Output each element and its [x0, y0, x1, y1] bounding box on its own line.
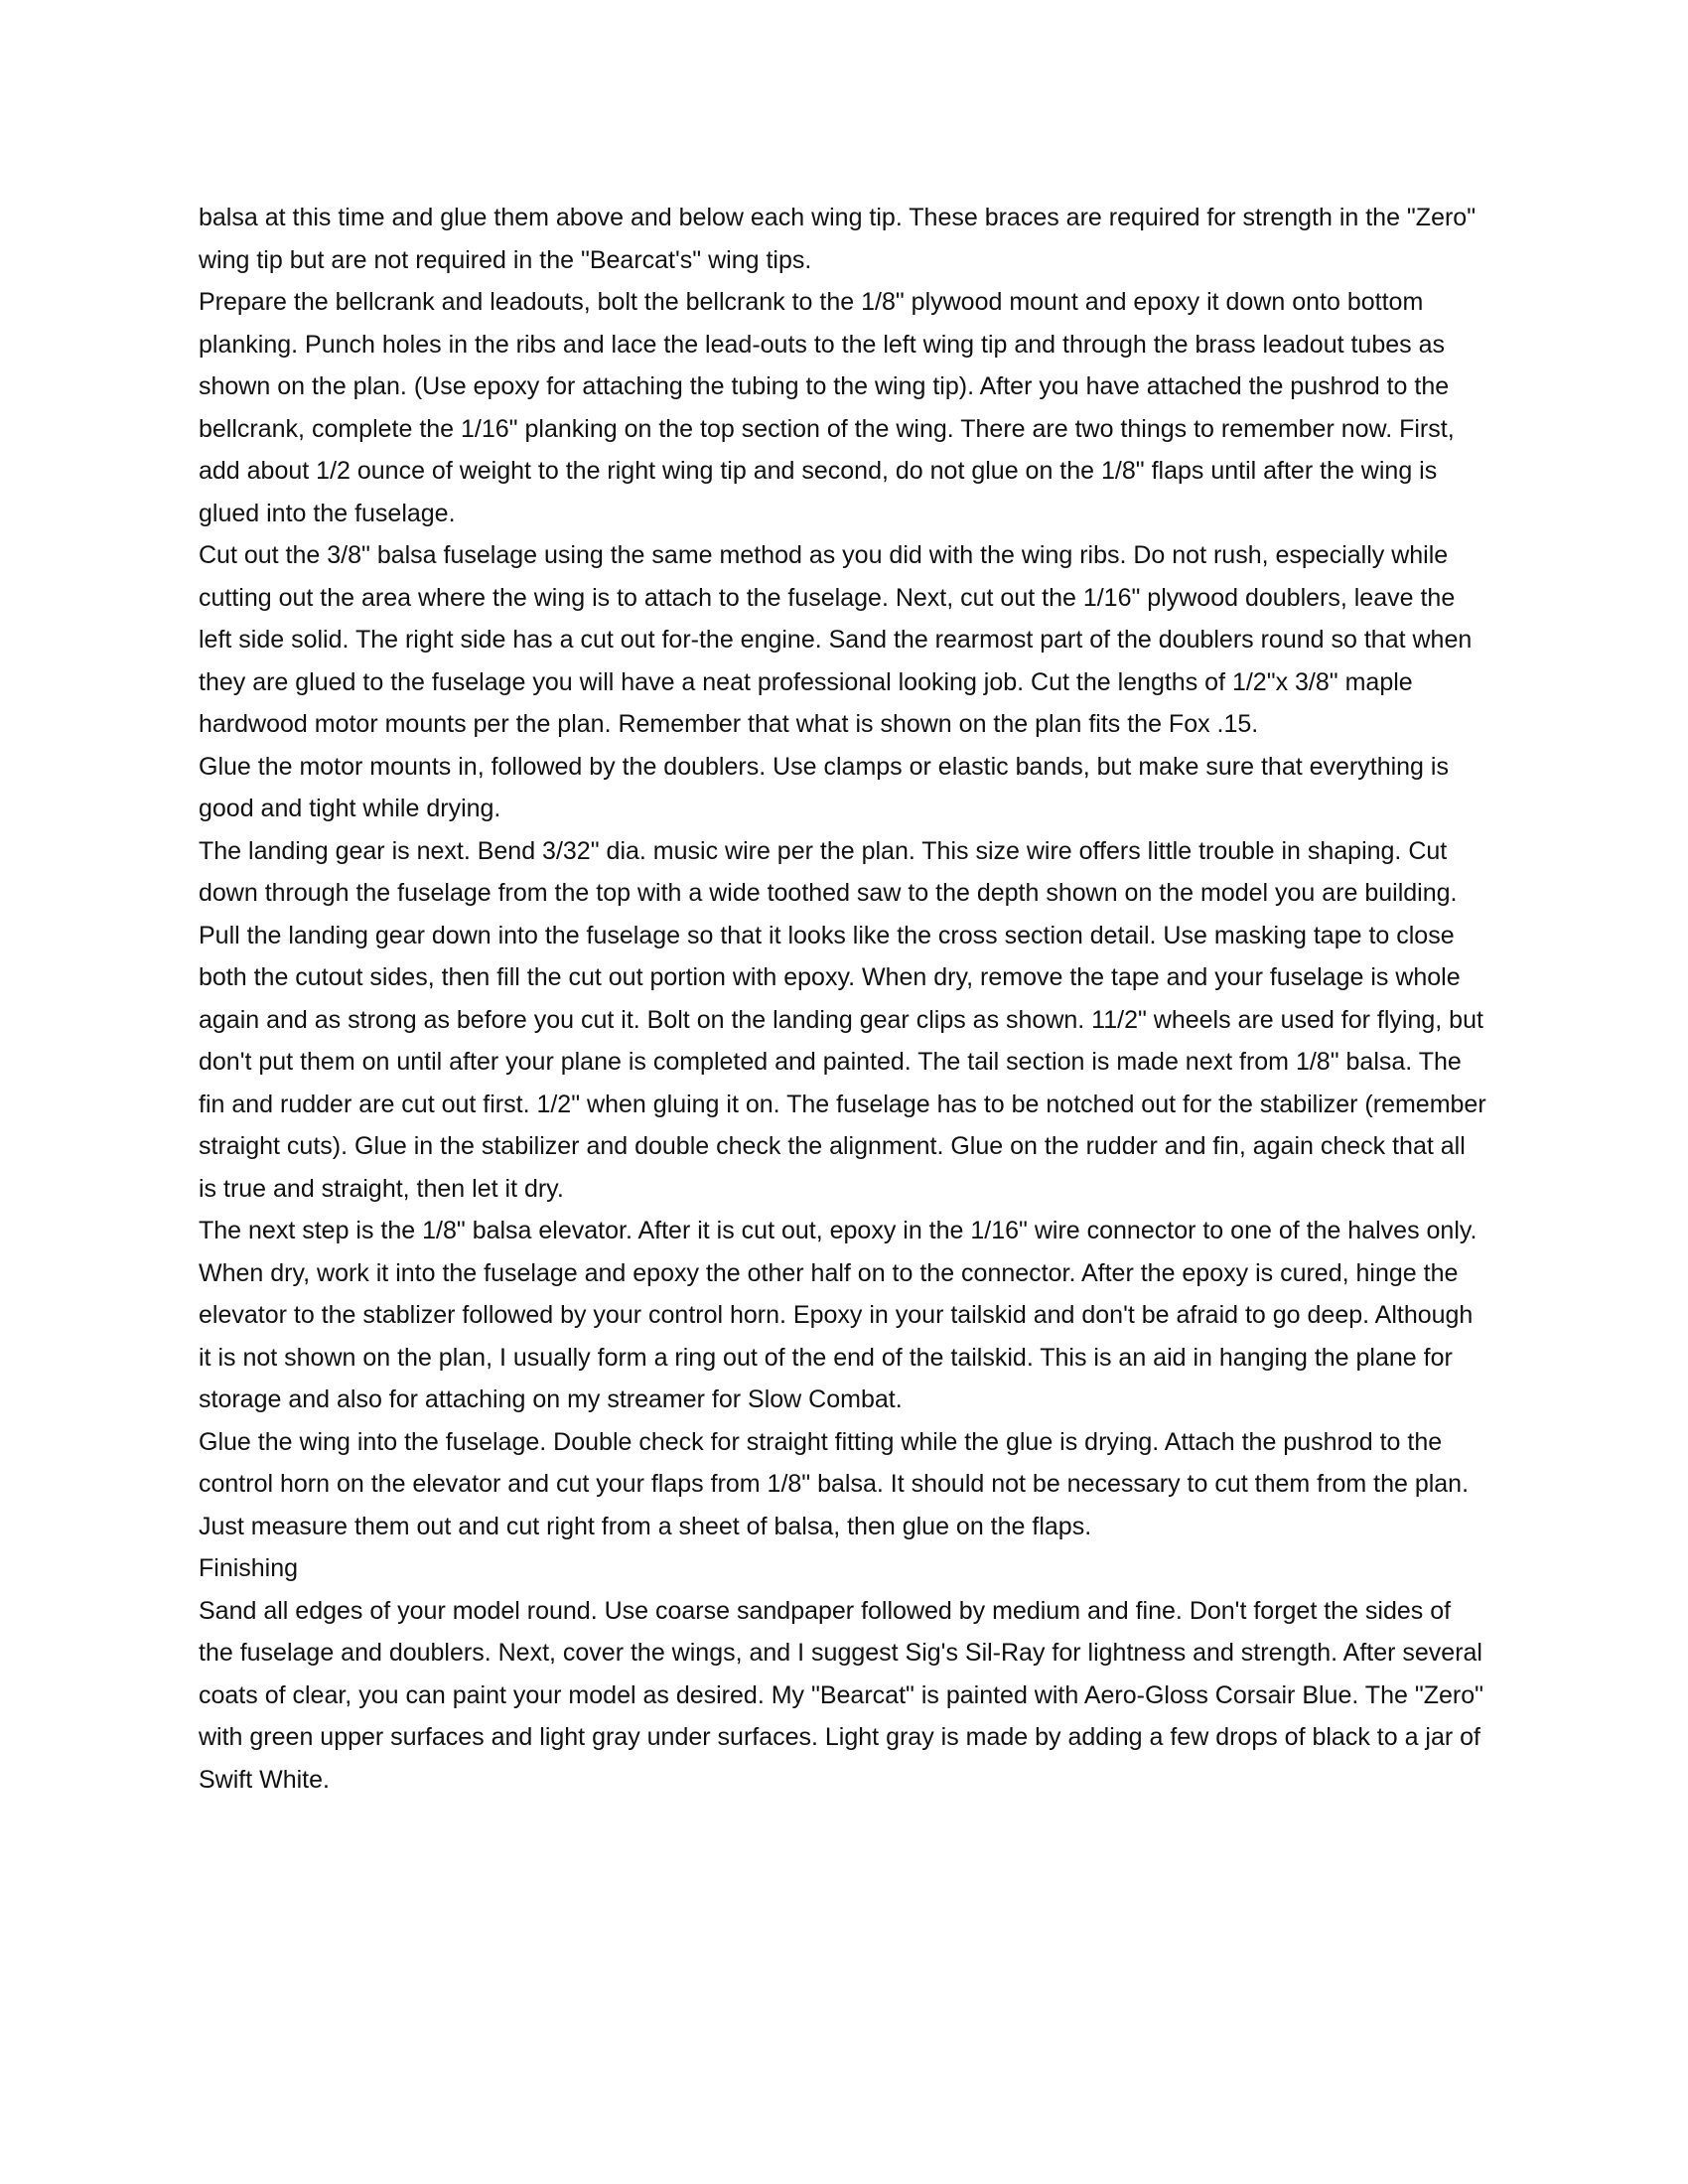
document-page	[199, 197, 1489, 1801]
paragraph-bellcrank: Prepare the bellcrank and leadouts, bolt the bellcrank to the 1/8" plywood mount and epoxy it down onto bottom planking. Punch holes in the ribs and lace the lead-outs to the left wing tip and through the brass leadout tubes as shown on the plan. (Use epoxy for attaching the tubing to the wing tip). After you have attached the pushrod to the bellcrank, complete the 1/16" planking on the top section of the wing. There are two things to remember now. First, add about 1/2 ounce of weight to the right wing tip and second, do not glue on the 1/8" flaps until after the wing is glued into the fuselage.	[199, 288, 1455, 527]
paragraph-fuselage: Cut out the 3/8" balsa fuselage using the same method as you did with the wing ribs. Do not rush, especially while cutting out the area where the wing is to attach to the fuselage. Next, cut out the 1/16" plywood doublers, leave the left side solid. The right side has a cut out for-the engine. Sand the rearmost part of the doublers round so that when they are glued to the fuselage you will have a neat professional looking job. Cut the lengths of 1/2"x 3/8" maple hardwood motor mounts per the plan. Remember that what is shown on the plan fits the Fox .15.	[199, 541, 1473, 738]
paragraph-finishing: Sand all edges of your model round. Use coarse sandpaper followed by medium and fine. Don't forget the sides of the fuselage and doublers. Next, cover the wings, and I suggest Sig's Sil-Ray for lightness and strength. After several coats of clear, you can paint your model as desired. My "Bearcat" is painted with Aero-Gloss Corsair Blue. The "Zero" with green upper surfaces and light gray under surfaces. Light gray is made by adding a few drops of black to a jar of Swift White.	[199, 1596, 1483, 1794]
paragraph-motor-mounts: Glue the motor mounts in, followed by the doublers. Use clamps or elastic bands, but make sure that everything is good and tight while drying.	[199, 752, 1449, 822]
paragraph-landing-gear: The landing gear is next. Bend 3/32" dia. music wire per the plan. This size wire offers little trouble in shaping. Cut down through the fuselage from the top with a wide toothed saw to the depth shown on the model you are building. Pull the landing gear down into the fuselage so that it looks like the cross section detail. Use masking tape to close both the cutout sides, then fill the cut out portion with epoxy. When dry, remove the tape and your fuselage is whole again and as strong as before you cut it. Bolt on the landing gear clips as shown. 11/2" wheels are used for flying, but don't put them on until after your plane is completed and painted. The tail section is made next from 1/8" balsa. The fin and rudder are cut out first. 1/2" when gluing it on. The fuselage has to be notched out for the stabilizer (remember straight cuts). Glue in the stabilizer and double check the alignment. Glue on the rudder and fin, again check that all is true and straight, then let it dry.	[199, 836, 1486, 1203]
section-heading-finishing: Finishing	[199, 1554, 299, 1582]
paragraph-wing-tip-braces: balsa at this time and glue them above and below each wing tip. These braces are required for strength in the "Zero" wing tip but are not required in the "Bearcat's" wing tips.	[199, 204, 1477, 274]
paragraph-elevator: The next step is the 1/8" balsa elevator. After it is cut out, epoxy in the 1/16" wire connector to one of the halves only. When dry, work it into the fuselage and epoxy the other half on to the connector. After the epoxy is cured, hinge the elevator to the stablizer followed by your control horn. Epoxy in your tailskid and don't be afraid to go deep. Although it is not shown on the plan, I usually form a ring out of the end of the tailskid. This is an aid in hanging the plane for storage and also for attaching on my streamer for Slow Combat.	[199, 1217, 1477, 1413]
paragraph-wing-install: Glue the wing into the fuselage. Double check for straight fitting while the glue is drying. Attach the pushrod to the control horn on the elevator and cut your flaps from 1/8" balsa. It should not be necessary to cut them from the plan. Just measure them out and cut right from a sheet of balsa, then glue on the flaps.	[199, 1427, 1470, 1540]
